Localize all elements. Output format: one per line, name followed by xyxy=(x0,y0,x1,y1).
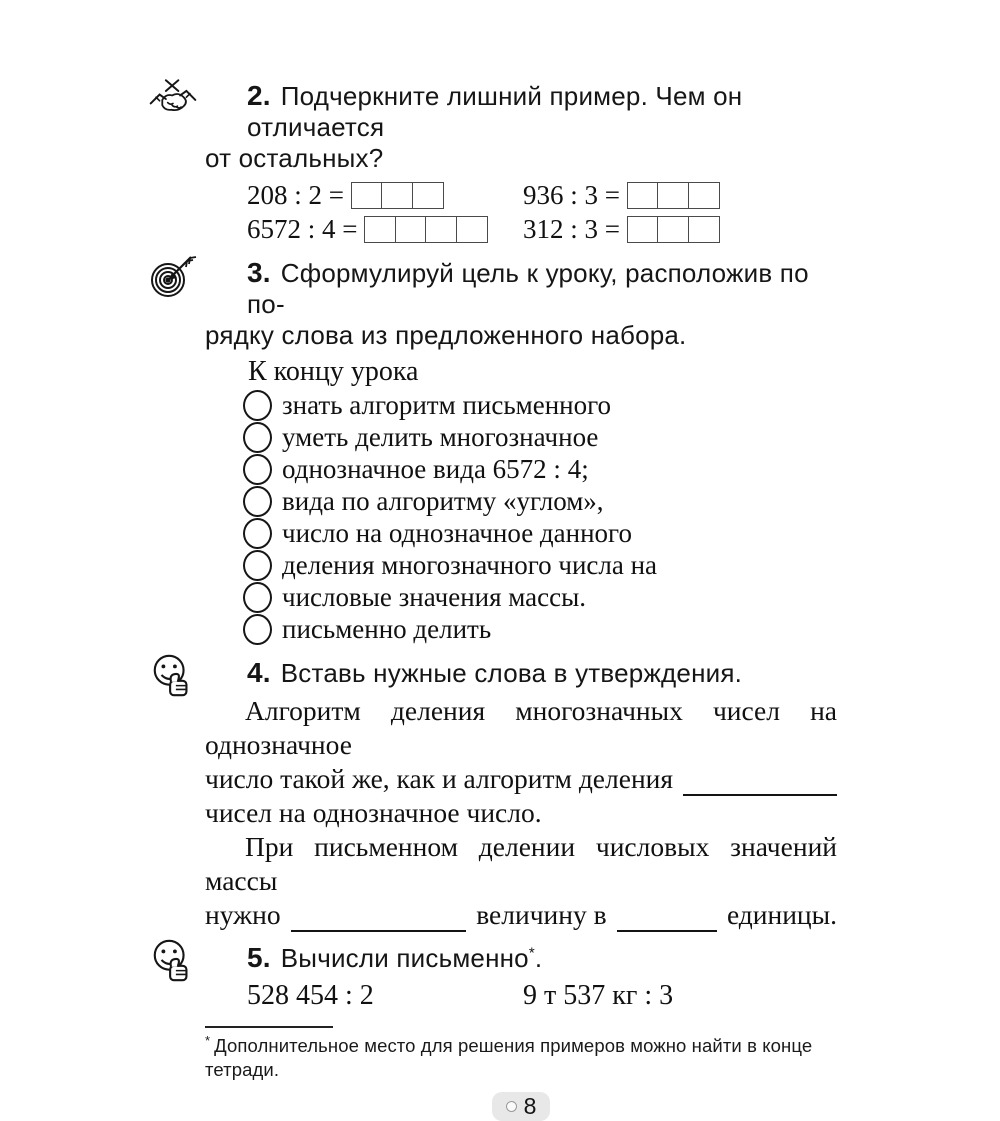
division-expression: 6572 : 4 = xyxy=(247,214,358,244)
answer-boxes xyxy=(364,216,488,243)
statement-text: число такой же, как и алгоритм деления xyxy=(205,763,674,794)
answer-box[interactable] xyxy=(351,182,383,209)
statement-2 xyxy=(205,830,837,932)
option-text: уметь делить многозначное xyxy=(282,421,599,452)
order-circle[interactable] xyxy=(243,582,272,613)
answer-box[interactable] xyxy=(657,216,689,243)
smiley-thumbsup-icon xyxy=(147,651,199,701)
division-example xyxy=(523,180,837,211)
task-instruction: Подчеркните лишний пример. Чем он отличается xyxy=(247,81,743,142)
order-circle[interactable] xyxy=(243,518,272,549)
task-number: 4. xyxy=(247,657,271,688)
answer-box[interactable] xyxy=(456,216,488,243)
option-item xyxy=(243,581,837,613)
division-expression: 312 : 3 = xyxy=(523,214,620,244)
division-example xyxy=(205,180,523,211)
task-heading-line xyxy=(247,657,837,689)
page-dot-icon xyxy=(506,1101,517,1112)
task-number: 3. xyxy=(247,257,271,288)
page-number: 8 xyxy=(523,1093,537,1120)
order-circle[interactable] xyxy=(243,422,272,453)
task-heading-line: рядку слова из предложенного набора. xyxy=(205,320,687,350)
statements xyxy=(205,694,837,932)
statement-text: величину в xyxy=(476,899,607,930)
answer-box[interactable] xyxy=(395,216,427,243)
task-heading-line: от остальных? xyxy=(205,143,384,173)
answer-boxes xyxy=(627,182,720,209)
option-item xyxy=(243,421,837,453)
option-item xyxy=(243,389,837,421)
answer-blank[interactable] xyxy=(291,904,467,932)
task-instruction: Вычисли письменно*. xyxy=(280,943,543,973)
answer-box[interactable] xyxy=(364,216,396,243)
task-3 xyxy=(205,257,837,645)
division-expression: 208 : 2 = xyxy=(247,180,344,210)
statement-line xyxy=(205,898,837,932)
target-icon xyxy=(147,251,199,301)
statement-1 xyxy=(205,694,837,830)
calc-expression: 528 454 : 2 xyxy=(247,980,374,1011)
option-text: знать алгоритм письменного xyxy=(282,389,612,420)
order-circle[interactable] xyxy=(243,550,272,581)
goal-intro-text: К концу урока xyxy=(248,356,419,387)
option-text: числовые значения массы. xyxy=(282,581,587,612)
order-circle[interactable] xyxy=(243,486,272,517)
statement-line xyxy=(205,762,837,796)
answer-box[interactable] xyxy=(688,216,720,243)
order-circle[interactable] xyxy=(243,454,272,485)
task-heading-line xyxy=(247,942,837,974)
order-circle[interactable] xyxy=(243,614,272,645)
option-text: число на однозначное данного xyxy=(282,517,632,548)
option-text: письменно делить xyxy=(282,613,492,644)
option-item xyxy=(243,613,837,645)
answer-boxes xyxy=(351,182,444,209)
option-item xyxy=(243,453,837,485)
statement-text: нужно xyxy=(205,899,281,930)
footnote xyxy=(205,1026,837,1082)
answer-box[interactable] xyxy=(657,182,689,209)
answer-box[interactable] xyxy=(381,182,413,209)
footnote-text: * Дополнительное место для решения примеров можно найти в конце тетради. xyxy=(205,1033,813,1081)
task-number: 5. xyxy=(247,942,271,973)
answer-box[interactable] xyxy=(627,216,659,243)
task-instruction: Сформулируй цель к уроку, расположив по по- xyxy=(247,258,809,319)
footnote-reference-star: * xyxy=(528,944,535,962)
task-instruction: Вставь нужные слова в утверждения. xyxy=(280,658,743,688)
statement-text: При письменном делении числовых значений массы xyxy=(205,831,837,896)
answer-blank[interactable] xyxy=(683,768,837,796)
statement-text: Алгоритм деления многозначных чисел на однозначное xyxy=(205,695,837,760)
option-text: деления многозначного числа на xyxy=(282,549,658,580)
page-content xyxy=(205,80,837,1121)
division-example xyxy=(523,214,837,245)
division-example xyxy=(205,214,523,245)
statement-text: единицы. xyxy=(726,899,837,930)
answer-boxes xyxy=(627,216,720,243)
answer-box[interactable] xyxy=(688,182,720,209)
option-text: однозначное вида 6572 : 4; xyxy=(282,453,589,484)
footnote-marker: * xyxy=(205,1033,211,1048)
calc-expression: 9 т 537 кг : 3 xyxy=(523,980,674,1011)
task-heading-line xyxy=(247,257,837,320)
statement-text: чисел на однозначное число. xyxy=(205,797,542,828)
task-heading-line xyxy=(247,80,837,143)
handshake-icon xyxy=(147,74,199,124)
word-options-list xyxy=(243,389,837,645)
answer-box[interactable] xyxy=(627,182,659,209)
division-expression: 936 : 3 = xyxy=(523,180,620,210)
answer-blank[interactable] xyxy=(617,904,717,932)
option-item xyxy=(243,549,837,581)
page-number-badge xyxy=(492,1092,550,1121)
task-4 xyxy=(205,657,837,932)
option-item xyxy=(243,517,837,549)
footnote-divider xyxy=(205,1026,333,1028)
option-text: вида по алгоритму «углом», xyxy=(282,485,604,516)
order-circle[interactable] xyxy=(243,390,272,421)
answer-box[interactable] xyxy=(425,216,457,243)
task-2 xyxy=(205,80,837,245)
task-number: 2. xyxy=(247,80,271,111)
division-examples xyxy=(205,180,837,245)
answer-box[interactable] xyxy=(412,182,444,209)
smiley-thumbsup-icon xyxy=(147,936,199,986)
option-item xyxy=(243,485,837,517)
written-examples xyxy=(205,980,837,1012)
task-5 xyxy=(205,942,837,1012)
